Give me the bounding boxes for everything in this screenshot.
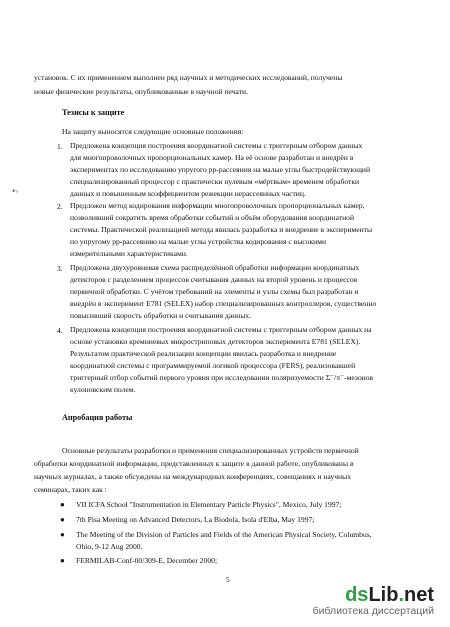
item-line: экспериментах по исследованию упругого pp-рассеяния на малые углы быстродействующий — [70, 165, 371, 174]
item-number: 2. — [57, 202, 63, 211]
item-line: Предложена двухуровневая схема распределённой обработки информации координатных — [70, 263, 360, 272]
item-line: данных и повышенным коэффициентом режекции нерассеянных частиц. — [70, 189, 306, 198]
item-line: Предложена концепция построения координатной системы с триггерным отбором данных на — [70, 325, 372, 334]
page-number: 5 — [226, 575, 230, 584]
item-line: Предложена концепция построения координатной системы с триггерным отбором данных — [70, 141, 363, 150]
approbation-line: Основные результаты разработки и применения специализированных устройств первичной — [62, 446, 359, 455]
item-line: первичной обработки. С учётом требований на элементы и узлы схемы был разработан и — [70, 287, 359, 296]
conference-item: The Meeting of the Division of Particles and Fields of the American Physical Society, Columbus, — [76, 530, 372, 539]
item-line: основе установки кремниевых микростриповых детекторов эксперимента E781 (SELEX). — [70, 337, 361, 346]
section-intro: На защиту выносятся следующие основные положения: — [62, 127, 244, 136]
item-line: специализированный процессор с практически нулевым «мёртвым» временем обработки — [70, 177, 360, 186]
conference-item: VII ICFA School "Instrumentation in Elementary Particle Physics", Mexico, July 1997; — [76, 500, 342, 509]
approbation-line: научных журналах, а также обсуждены на международных конференциях, совещаниях и научных — [34, 472, 352, 481]
item-line: детекторов с разделением процессов считывания данных на второй уровень и процессов — [70, 275, 358, 284]
item-line: по упругому pp-рассеянию на малые углы устройства кодирования с высокими — [70, 237, 327, 246]
item-line: повысивший скорость обработки и считывания данных. — [70, 311, 252, 320]
item-line: позволивший сократить время обработки событий и объём оборудования координатной — [70, 213, 355, 222]
item-line: для многопроволочных пропорциональных камер. На её основе разработан и внедрён в — [70, 153, 354, 162]
item-line: кулоновским полем. — [70, 385, 136, 394]
item-number: 4. — [57, 326, 63, 335]
item-line: координатной системы с программируемой логикой процессора (FERS), реализовавшей — [70, 361, 356, 370]
approbation-line: семинарах, таких как : — [34, 485, 107, 494]
bullet-icon: ● — [60, 530, 65, 539]
item-line: системы. Практической реализацией метода явилась разработка и внедрение в эксперименты — [70, 225, 373, 234]
watermark-subtitle: библиотека диссертаций — [312, 605, 434, 617]
intro-line-1: установок. С их применением выполнен ряд научных и методических исследований, получены — [34, 73, 343, 82]
conference-item: 7th Pisa Meeting on Advanced Detectors, La Biodola, Isola d'Elba, May 1997; — [76, 515, 315, 524]
watermark — [313, 584, 434, 617]
item-number: 3. — [57, 264, 63, 273]
watermark-logo: dsLib.net — [345, 584, 434, 606]
item-line: Результатом практической реализации концепции явилась разработка и внедрение — [70, 349, 337, 358]
bullet-icon: ● — [60, 556, 65, 565]
approbation-line: обработки координатной информации, представленных к защите в данной работе, опубликованы в — [34, 459, 354, 468]
conference-item: Ohio, 9-12 Aug 2000. — [76, 542, 143, 551]
item-line: Предложен метод кодирования информации многопроволочных пропорциональных камер, — [70, 201, 365, 210]
item-number: 1. — [57, 142, 63, 151]
intro-line-2: новые физические результаты, опубликованные в научной печати. — [34, 87, 248, 96]
section-title-theses: Тезисы к защите — [62, 108, 125, 117]
bullet-icon: ● — [60, 500, 65, 509]
margin-mark: •◦ — [12, 186, 19, 196]
conference-item: FERMILAB-Conf-00/309-E, December 2000; — [76, 556, 218, 565]
item-line: измерительными характеристиками. — [70, 249, 188, 258]
section-title-approbation: Апробация работы — [62, 413, 133, 422]
item-line: триггерный отбор событий первого уровня при исследовании поляризуемости Σ⁻/π⁻-мезонов — [70, 373, 374, 382]
bullet-icon: ● — [60, 515, 65, 524]
item-line: внедрён в эксперимент E781 (SELEX) набор специализированных контроллеров, существенно — [70, 299, 377, 308]
